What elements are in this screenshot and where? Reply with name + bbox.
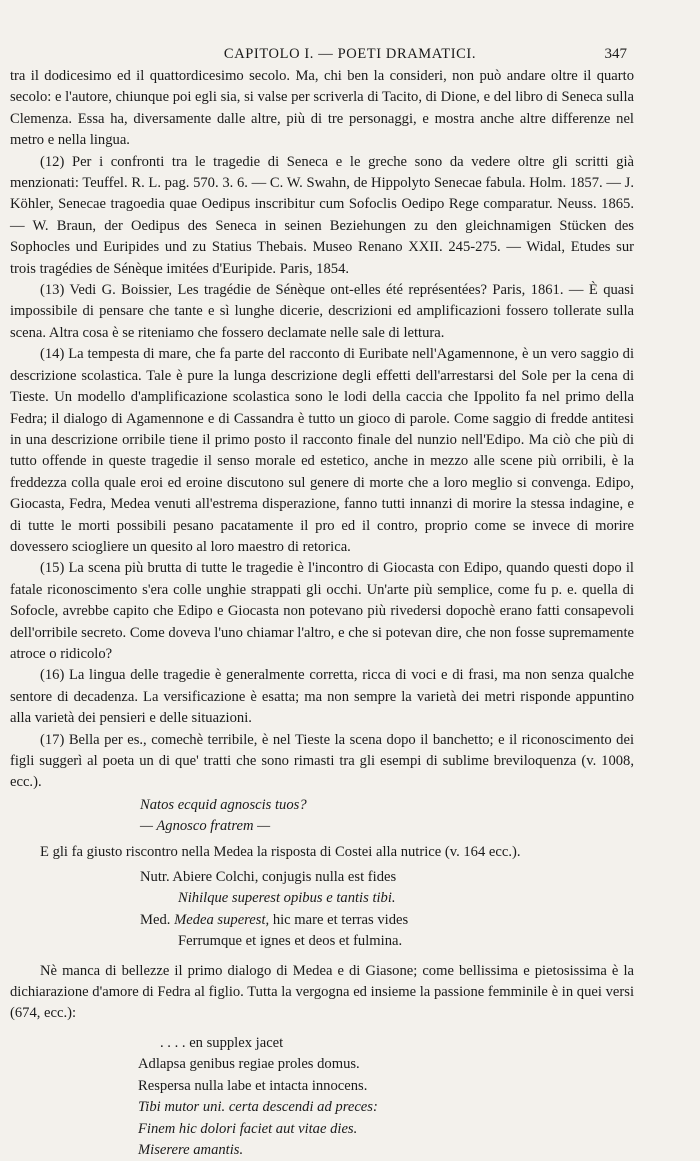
- note-17: (17) Bella per es., comechè terribile, è nel Tieste la scena dopo il banchetto; e il riconoscimento dei figli suggerì al poeta un di que' tratti che sono rimasti tra gli esempi di sublime breviloquenza (v. 1008, ecc.).: [10, 731, 634, 791]
- page-body: [10, 66, 634, 1161]
- note-14: (14) La tempesta di mare, che fa parte del racconto di Euribate nell'Agamennone, è un vero saggio di descrizione scolastica. Tale è pure la lunga descrizione degli effetti dell'arrestarsi del Sole per la cena di Tieste. Un modello d'amplificazione scolastica sono le lodi della caccia che Ippolito fa nel primo della Fedra; il dialogo di Agamennone e di Cassandra è tutto un gioco di parole. Come saggio di fredde antitesi in una descrizione orribile tiene il primo posto il racconto finale del nunzio nell'Edipo. Ma ciò che più di tutto offende in queste tragedie il senso morale ed estetico, anche in mezzo alle scene più orribili, è la freddezza colla quale eroi ed eroine discutono sul genere di morte che a loro meglio si convenga. Edipo, Giocasta, Fedra, Medea venuti all'estrema disperazione, fanno tutti innanzi di morire la stessa indagine, e di tutte le morti possibili pesano pacatamente il pro ed il contro, proprio come se invece di morire dovessero sciogliere un quesito al loro maestro di retorica.: [10, 346, 634, 555]
- verse-line: Ferrumque et ignes et deos et fulmina.: [178, 933, 403, 950]
- verse-line: . . . . en supplex jacet: [160, 1034, 284, 1051]
- quote-tieste: [140, 795, 634, 838]
- note-13: (13) Vedi G. Boissier, Les tragédie de Sénèque ont-elles été représentées? Paris, 1861. — È quasi impossibile di pensare che tante e sì lunghe dicerie, descrizioni ed amplificazioni fossero tollerate sulla scena. Altra cosa è se riteniamo che fossero declamate nelle sale di lettura.: [10, 282, 634, 341]
- quote-line: — Agnosco fratrem —: [140, 818, 271, 835]
- note-12: (12) Per i confronti tra le tragedie di Seneca e le greche sono da vedere oltre gli scritti già menzionati: Teuffel. R. L. pag. 570. 3. 6. — C. W. Swahn, de Hippolyto Senecae fabula. Holm. 1857. — J. Köhler, Senecae tragoedia quae Oedipus inscribitur cum Sofoclis Oedipo Rege comparatur. Neuss. 1865. — W. Braun, der Oedipus des Seneca in seinen Beziehungen zu den gleichnamigen Stücken des Sophocles und Euripides und zu Statius Thebais. Museo Renano XXII. 245-275. — Widal, Etudes sur trois tragédies de Sénèque imitées d'Euripide. Paris, 1854.: [10, 153, 634, 277]
- fedra-intro: Nè manca di bellezze il primo dialogo di Medea e di Giasone; come bellissima e pietosissima è la dichiarazione d'amore di Fedra al figlio. Tutta la vergogna ed insieme la passione femminile è in quei versi (674, ecc.):: [10, 962, 634, 1022]
- page-number: 347: [604, 46, 627, 62]
- verse-medea: [140, 867, 634, 953]
- verse-line: Adlapsa genibus regiae proles domus.: [138, 1056, 360, 1073]
- medea-intro: E gli fa giusto riscontro nella Medea la risposta di Costei alla nutrice (v. 164 ecc.).: [40, 843, 521, 860]
- verse-line: Respersa nulla labe et intacta innocens.: [138, 1077, 368, 1094]
- note-16: (16) La lingua delle tragedie è generalmente corretta, ricca di voci e di frasi, ma non senza qualche sentore di decadenza. La versificazione è esatta; ma non sempre la varietà dei metri risponde appuntino alla varietà dei pensieri e delle situazioni.: [10, 667, 634, 727]
- verse-line: Miserere amantis.: [138, 1141, 244, 1158]
- chapter-title: CAPITOLO I. — POETI DRAMATICI.: [223, 46, 477, 62]
- verse-line: Nutr. Abiere Colchi, conjugis nulla est fides: [140, 869, 397, 886]
- note-15: (15) La scena più brutta di tutte le tragedie è l'incontro di Giocasta con Edipo, quando questi dopo il fatale riconoscimento s'era colle unghie strappati gli occhi. Un'arte più semplice, come fu p. e. quella di Sofocle, avrebbe capito che Edipo e Giocasta non potevano più rivedersi dopochè erano fatti consapevoli dell'orribile secreto. Come doveva l'uno chiamar l'altro, e che si potevan dire, che non fosse supremamente atroce o ridicolo?: [10, 560, 634, 662]
- verse-fedra: [138, 1033, 634, 1161]
- quote-line: Natos ecquid agnoscis tuos?: [140, 796, 307, 813]
- verse-line: Med. Medea superest, hic mare et terras vides: [140, 911, 409, 928]
- paragraph-continuation: tra il dodicesimo ed il quattordicesimo secolo. Ma, chi ben la consideri, non può andare oltre il quarto secolo: e l'autore, chiunque poi egli sia, si valse per scriverla di Tacito, di Dione, e del libro di Seneca sulla Clemenza. Essa ha, diversamente dalle altre, più di tre personaggi, e mostra anche altre differenze nel metro e nella lingua.: [10, 68, 634, 149]
- verse-line: Nihilque superest opibus e tantis tibi.: [178, 890, 396, 907]
- running-header: [0, 46, 700, 66]
- verse-line: Finem hic dolori faciet aut vitae dies.: [138, 1120, 358, 1137]
- verse-line: Tibi mutor uni. certa descendi ad preces:: [138, 1099, 378, 1116]
